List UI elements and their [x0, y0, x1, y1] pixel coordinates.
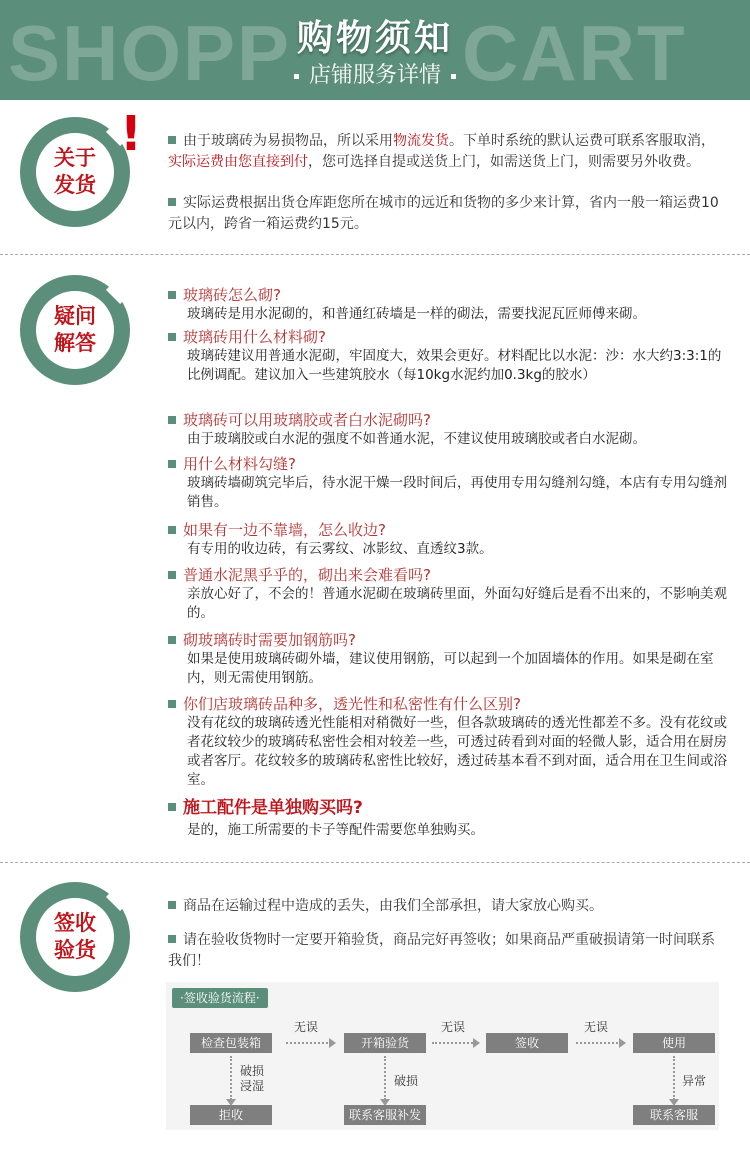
page-subtitle [0, 58, 750, 89]
faq-question: 普通水泥黑乎乎的，砌出来会难看吗? [168, 565, 738, 585]
badge-shipping [20, 117, 130, 227]
faq-question: 玻璃砖用什么材料砌? [168, 327, 738, 347]
square-bullet-icon [168, 935, 176, 943]
section-divider [0, 254, 750, 255]
branch-label-damaged: 破损 [394, 1074, 419, 1088]
faq-question: 如果有一边不靠墙，怎么收边? [168, 520, 738, 540]
square-bullet-icon [168, 460, 176, 468]
page-title: 购物须知 [296, 18, 453, 59]
faq-answer: 是的，施工所需要的卡子等配件需要您单独购买。 [187, 822, 484, 838]
badge-shipping-label: 关于 发货 [36, 133, 114, 211]
exclamation-icon: ! [120, 106, 142, 162]
badge-faq [20, 275, 130, 385]
badge-inspection [20, 882, 130, 992]
bullet-icon [451, 74, 456, 79]
arrow-down-icon [673, 1056, 675, 1100]
badge-faq-label: 疑问 解答 [36, 291, 114, 369]
faq-question: 砌玻璃砖时需要加钢筋吗? [168, 630, 738, 650]
arrow-down-icon [384, 1056, 386, 1100]
arrow-down-icon [230, 1056, 232, 1100]
square-bullet-icon [168, 136, 176, 144]
branch-label-damaged-wet: 破损浸湿 [240, 1064, 265, 1093]
shipping-paragraph-2: 实际运费根据出货仓库距您所在城市的远近和货物的多少来计算，省内一般一箱运费10元以内，跨省一箱运费约15元。 [168, 195, 719, 232]
branch-label-abnormal: 异常 [682, 1074, 707, 1088]
square-bullet-icon [168, 198, 176, 206]
step-contact-reissue: 联系客服补发 [344, 1105, 426, 1125]
square-bullet-icon [168, 333, 176, 341]
inspection-paragraph-1: 商品在运输过程中造成的丢失，由我们全部承担，请大家放心购买。 [168, 896, 728, 917]
faq-answer: 没有花纹的玻璃砖透光性能相对稍微好一些，但各款玻璃砖的透光性都差不多。没有花纹或者花纹较少的玻璃砖私密性会相对较差一些，可透过砖看到对面的轻微人影，适合用在厨房或者客厅。花纹较多的玻璃砖私密性比较好，透过砖基本看不到对面，适合用在卫生间或浴室。 [187, 715, 727, 788]
faq-question: 你们店玻璃砖品种多，透光性和私密性有什么区别? [168, 694, 738, 714]
square-bullet-icon [168, 901, 176, 909]
step-reject: 拒收 [190, 1105, 272, 1125]
step-contact-service: 联系客服 [633, 1105, 715, 1125]
square-bullet-icon [168, 291, 176, 299]
highlight-logistics: 物流发货 [393, 133, 449, 149]
square-bullet-icon [168, 526, 176, 534]
faq-answer: 玻璃砖是用水泥砌的，和普通红砖墙是一样的砌法，需要找泥瓦匠师傅来砌。 [187, 306, 646, 322]
banner-bg-word-cart: CART [462, 9, 687, 97]
badge-inspection-label: 签收 验货 [36, 898, 114, 976]
highlight-cod-freight: 实际运费由您直接到付 [168, 154, 308, 170]
faq-answer: 玻璃砖墙砌筑完毕后，待水泥干燥一段时间后，再使用专用勾缝剂勾缝，本店有专用勾缝剂销售。 [187, 475, 727, 510]
square-bullet-icon [168, 571, 176, 579]
arrow-label-ok: 无误 [294, 1020, 319, 1034]
banner-bg-word-shop: SHOPP [8, 9, 292, 97]
faq-answer: 玻璃砖建议用普通水泥砌，牢固度大，效果会更好。材料配比以水泥：沙：水大约3:3:1的比例调配。建议加入一些建筑胶水（每10kg水泥约加0.3kg的胶水） [187, 348, 722, 383]
faq-answer: 有专用的收边砖，有云雾纹、冰影纹、直透纹3款。 [187, 541, 493, 557]
faq-question: 施工配件是单独购买吗? [168, 798, 738, 818]
square-bullet-icon [168, 803, 176, 811]
square-bullet-icon [168, 416, 176, 424]
shipping-paragraph-1: 由于玻璃砖为易损物品，所以采用物流发货。下单时系统的默认运费可联系客服取消，实际运费由您直接到付，您可选择自提或送货上门，如需送货上门，则需要另外收费。 [168, 133, 715, 170]
section-divider [0, 862, 750, 863]
faq-question: 用什么材料勾缝? [168, 454, 738, 474]
bullet-icon [294, 74, 299, 79]
step-use: 使用 [633, 1033, 715, 1053]
arrow-right-icon [286, 1042, 332, 1044]
faq-question: 玻璃砖怎么砌? [168, 285, 738, 305]
inspection-paragraph-2: 请在验收货物时一定要开箱验货，商品完好再签收；如果商品严重破损请第一时间联系我们！ [168, 932, 715, 969]
step-check-package: 检查包装箱 [190, 1033, 272, 1053]
faq-answer: 如果是使用玻璃砖砌外墙，建议使用钢筋，可以起到一个加固墙体的作用。如果是砌在室内，则无需使用钢筋。 [187, 651, 714, 686]
faq-answer: 亲放心好了，不会的！普通水泥砌在玻璃砖里面，外面勾好缝后是看不出来的，不影响美观的。 [187, 586, 727, 621]
arrow-label-ok: 无误 [584, 1020, 609, 1034]
faq-question: 玻璃砖可以用玻璃胶或者白水泥砌吗? [168, 410, 738, 430]
inspection-flowchart [166, 982, 719, 1130]
square-bullet-icon [168, 700, 176, 708]
faq-answer: 由于玻璃胶或白水泥的强度不如普通水泥，不建议使用玻璃胶或者白水泥砌。 [187, 431, 646, 447]
header-banner [0, 0, 750, 100]
step-sign: 签收 [486, 1033, 568, 1053]
square-bullet-icon [168, 636, 176, 644]
subtitle-text: 店铺服务详情 [308, 63, 441, 88]
arrow-label-ok: 无误 [441, 1020, 466, 1034]
flowchart-label: ·签收验货流程· [172, 988, 268, 1008]
step-open-inspect: 开箱验货 [344, 1033, 426, 1053]
arrow-right-icon [432, 1042, 476, 1044]
arrow-right-icon [576, 1042, 622, 1044]
